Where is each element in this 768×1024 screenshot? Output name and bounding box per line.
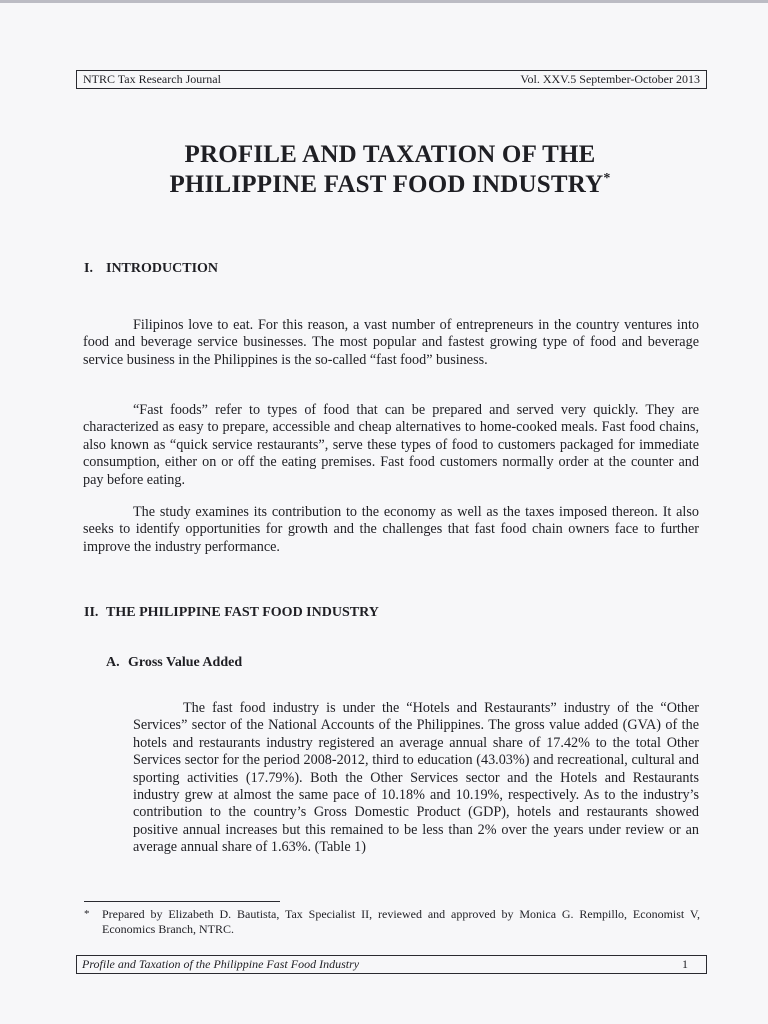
- section-number: I.: [84, 261, 93, 276]
- section-title: THE PHILIPPINE FAST FOOD INDUSTRY: [106, 605, 379, 620]
- intro-paragraph-2: “Fast foods” refer to types of food that can be prepared and served very quickly. They are characterized as easy to prepare, accessible and cheap alternatives to home-cooked meals. Fast food chains, also known as “quick service restaurants”, serve these types of food to customers packaged for immediate consumption, either on or off the eating premises. Fast food customers normally order at the counter and pay before eating.: [83, 402, 699, 488]
- section-heading-industry: [84, 605, 379, 621]
- subsection-letter: A.: [106, 655, 120, 670]
- section-heading-introduction: [84, 261, 218, 277]
- footnote-text: Prepared by Elizabeth D. Bautista, Tax Specialist II, reviewed and approved by Monica G. Rempillo, Economist V, Economics Branch, NTRC.: [102, 907, 700, 936]
- footnote-marker: *: [84, 908, 90, 920]
- page-number: 1: [682, 957, 688, 971]
- page-top-edge: [0, 0, 768, 3]
- issue-info: Vol. XXV.5 September-October 2013: [520, 72, 700, 86]
- gva-paragraph: The fast food industry is under the “Hotels and Restaurants” industry of the “Other Services” sector of the National Accounts of the Philippines. The gross value added (GVA) of the hotels and restaurants industry registered an average annual share of 17.42% to the total Other Services sector for the period 2008-2012, third to education (43.03%) and recreational, cultural and sporting activities (17.79%). Both the Other Services sector and the Hotels and Restaurants industry grew at almost the same pace of 10.18% and 10.19%, respectively. As to the industry’s contribution to the country’s Gross Domestic Product (GDP), hotels and restaurants showed positive annual increases but this remained to be less than 2% over the years under review or an average annual share of 1.63%. (Table 1): [133, 700, 699, 856]
- subsection-title: Gross Value Added: [128, 655, 243, 670]
- title-line-2: [90, 170, 690, 200]
- article-title: [90, 140, 690, 200]
- title-line-2-text: PHILIPPINE FAST FOOD INDUSTRY: [169, 171, 604, 198]
- subsection-heading-gva: [106, 655, 242, 671]
- title-footnote-marker: *: [603, 171, 611, 186]
- intro-paragraph-1: Filipinos love to eat. For this reason, a vast number of entrepreneurs in the country ventures into food and beverage service businesses. The most popular and fastest growing type of food and beverage service business in the Philippines is the so-called “fast food” business.: [83, 317, 699, 368]
- footer-title: Profile and Taxation of the Philippine Fast Food Industry: [82, 957, 360, 971]
- footnote-divider: [84, 901, 280, 902]
- footnote: [84, 907, 700, 937]
- running-header: [76, 70, 707, 89]
- running-footer: [76, 955, 707, 974]
- intro-paragraph-3: The study examines its contribution to the economy as well as the taxes imposed thereon. It also seeks to identify opportunities for growth and the challenges that fast food chain owners face to further improve the industry performance.: [83, 504, 699, 555]
- section-number: II.: [84, 605, 99, 620]
- journal-name: NTRC Tax Research Journal: [83, 72, 221, 86]
- title-line-1: PROFILE AND TAXATION OF THE: [184, 141, 596, 168]
- section-title: INTRODUCTION: [106, 261, 219, 276]
